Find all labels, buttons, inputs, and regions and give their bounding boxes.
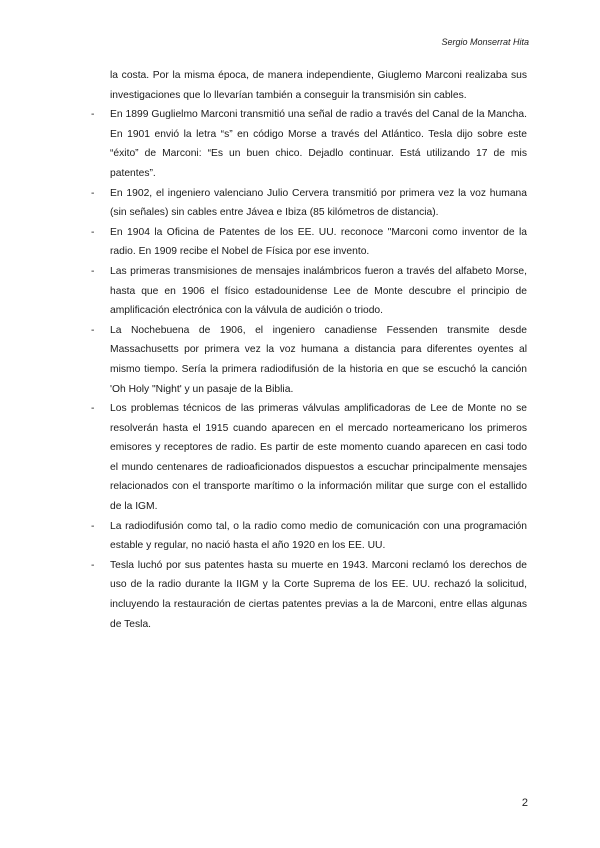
bullet-dash: - <box>91 226 95 238</box>
list-item-text: En 1904 la Oficina de Patentes de los EE. UU. reconoce "Marconi como inventor de la radio. En 1909 recibe el Nobel de Física por ese invento. <box>110 226 527 258</box>
list-item <box>91 184 527 223</box>
list-item <box>91 262 527 321</box>
list-item <box>91 399 527 517</box>
bullet-dash: - <box>91 265 95 277</box>
document-body <box>91 66 527 634</box>
list-item-text: En 1899 Guglielmo Marconi transmitió una señal de radio a través del Canal de la Mancha. En 1901 envió la letra “s” en código Morse a través del Atlántico. Tesla dijo sobre este “éxito” de Marconi: “Es un buen chico. Dejadlo continuar. Está utilizando 17 de mis patentes”. <box>110 109 527 179</box>
bullet-dash: - <box>91 559 95 571</box>
page-number: 2 <box>521 797 528 809</box>
list-item-text: La Nochebuena de 1906, el ingeniero canadiense Fessenden transmite desde Massachusetts por primera vez la voz humana a distancia para diferentes oyentes al mismo tiempo. Sería la primera radiodifusión de la historia en que se escuchó la canción 'Oh Holy "Night' y un pasaje de la Biblia. <box>110 324 527 395</box>
list-item-text: Los problemas técnicos de las primeras válvulas amplificadoras de Lee de Monte no se resolverán hasta el 1915 cuando aparecen en el mercado norteamericano los primeros emisores y receptores de radio. Es partir de este momento cuando aparecen en casi todo el mundo centenares de radioaficionados dispuestos a escuchar principalmente mensajes relacionados con el transporte marítimo o la información militar que surge con el estallido de la IGM. <box>110 403 527 513</box>
list-item <box>91 321 527 399</box>
list-item-text: En 1902, el ingeniero valenciano Julio Cervera transmitió por primera vez la voz humana (sin señales) sin cables entre Jávea e Ibiza (85 kilómetros de distancia). <box>110 187 527 219</box>
list-item <box>91 105 527 183</box>
list-item-text: La radiodifusión como tal, o la radio como medio de comunicación con una programación estable y regular, no nació hasta el año 1920 en los EE. UU. <box>110 520 527 552</box>
list-item <box>91 223 527 262</box>
bullet-list <box>91 105 527 634</box>
list-item <box>91 556 527 634</box>
bullet-dash: - <box>91 109 95 121</box>
bullet-dash: - <box>91 520 95 532</box>
list-item <box>91 517 527 556</box>
list-item-text: Tesla luchó por sus patentes hasta su muerte en 1943. Marconi reclamó los derechos de uso de la radio durante la IIGM y la Corte Suprema de los EE. UU. rechazó la solicitud, incluyendo la restauración de ciertas patentes previas a la de Marconi, entre ellas algunas de Tesla. <box>110 559 527 630</box>
intro-paragraph: la costa. Por la misma época, de manera independiente, Giuglemo Marconi realizaba sus investigaciones que lo llevarían también a conseguir la transmisión sin cables. <box>110 70 527 101</box>
bullet-dash: - <box>91 403 95 415</box>
bullet-dash: - <box>91 324 95 336</box>
bullet-dash: - <box>91 187 95 199</box>
list-item-text: Las primeras transmisiones de mensajes inalámbricos fueron a través del alfabeto Morse, hasta que en 1906 el físico estadounidense Lee de Monte descubre el principio de amplificación electrónica con la válvula de audición o triodo. <box>110 265 527 317</box>
page-header-author: Sergio Monserrat Hita <box>441 37 529 47</box>
